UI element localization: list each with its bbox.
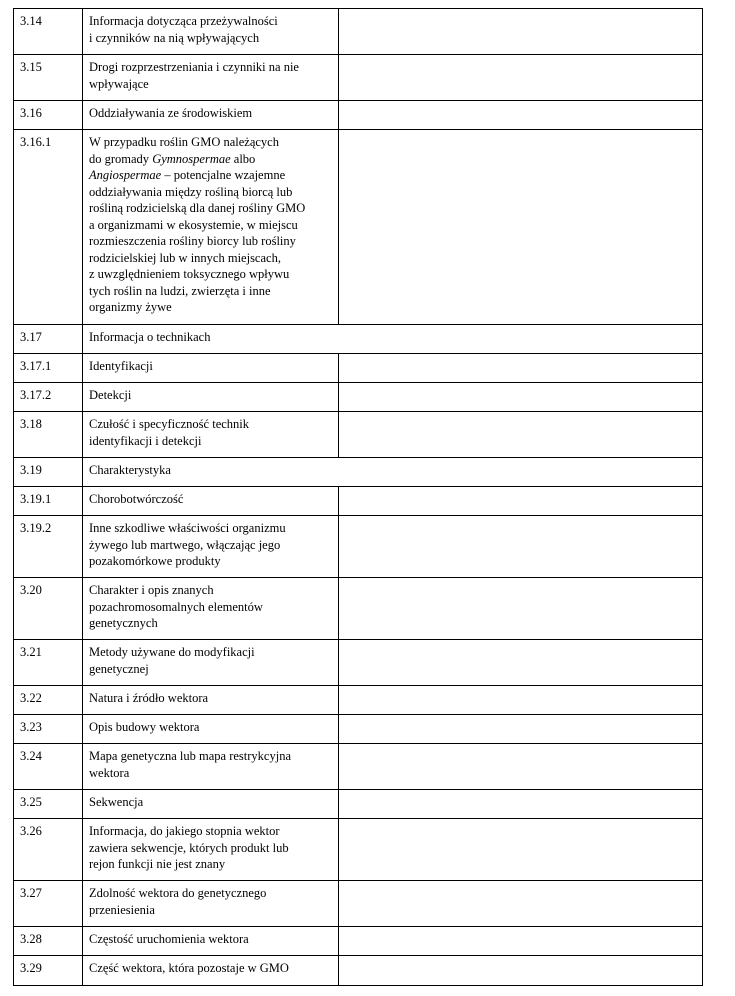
row-answer-field[interactable] — [339, 55, 703, 101]
row-answer-field[interactable] — [339, 412, 703, 458]
description-line: Charakter i opis znanych — [89, 583, 214, 597]
row-answer-field[interactable] — [339, 101, 703, 130]
description-line: rejon funkcji nie jest znany — [89, 857, 226, 871]
description-line: Angiospermae – potencjalne wzajemne — [89, 168, 286, 182]
row-description — [83, 101, 339, 130]
row-number: 3.27 — [14, 881, 83, 927]
row-answer-field[interactable] — [339, 686, 703, 715]
description-line: Mapa genetyczna lub mapa restrykcyjna — [89, 749, 291, 763]
description-line: rośliną rodzicielską dla danej rośliny GMO — [89, 201, 306, 215]
row-answer-field[interactable] — [339, 640, 703, 686]
description-line: pozachromosomalnych elementów — [89, 599, 263, 614]
description-line: organizmy żywe — [89, 300, 172, 314]
row-answer-field[interactable] — [339, 744, 703, 790]
row-description — [83, 412, 339, 458]
description-line: Drogi rozprzestrzeniania i czynniki na nie — [89, 60, 299, 74]
row-answer-field[interactable] — [339, 354, 703, 383]
description-line: zawiera sekwencje, których produkt lub — [89, 840, 289, 855]
description-line: Charakterystyka — [89, 463, 171, 477]
row-description — [83, 458, 703, 487]
description-line: Inne szkodliwe właściwości organizmu — [89, 521, 286, 535]
description-line: pozakomórkowe produkty — [89, 554, 221, 568]
table-row — [14, 487, 703, 516]
table-row — [14, 686, 703, 715]
description-line: Część wektora, która pozostaje w GMO — [89, 961, 289, 975]
description-line: z uwzględnieniem toksycznego wpływu — [89, 267, 290, 281]
row-description — [83, 55, 339, 101]
row-description — [83, 819, 339, 881]
row-answer-field[interactable] — [339, 578, 703, 640]
row-number: 3.20 — [14, 578, 83, 640]
row-number: 3.29 — [14, 956, 83, 986]
row-description — [83, 354, 339, 383]
row-answer-field[interactable] — [339, 383, 703, 412]
row-number: 3.19 — [14, 458, 83, 487]
row-description — [83, 927, 339, 956]
row-answer-field[interactable] — [339, 516, 703, 578]
row-number: 3.19.2 — [14, 516, 83, 578]
table-row — [14, 9, 703, 55]
table-row — [14, 819, 703, 881]
row-answer-field[interactable] — [339, 790, 703, 819]
description-line: Zdolność wektora do genetycznego — [89, 886, 267, 900]
row-description — [83, 715, 339, 744]
row-description — [83, 383, 339, 412]
table-row — [14, 101, 703, 130]
description-line: Informacja o technikach — [89, 330, 211, 344]
description-line: wektora — [89, 765, 130, 780]
row-number: 3.16 — [14, 101, 83, 130]
row-description — [83, 744, 339, 790]
table-row — [14, 881, 703, 927]
table-row — [14, 516, 703, 578]
table-row — [14, 715, 703, 744]
description-line: Natura i źródło wektora — [89, 691, 209, 705]
description-line: Identyfikacji — [89, 359, 153, 373]
row-description — [83, 578, 339, 640]
table-row — [14, 927, 703, 956]
description-line: oddziaływania między rośliną biorcą lub — [89, 184, 293, 199]
row-number: 3.24 — [14, 744, 83, 790]
row-number: 3.17.1 — [14, 354, 83, 383]
row-number: 3.21 — [14, 640, 83, 686]
description-line: Czułość i specyficzność technik — [89, 417, 250, 431]
table-row — [14, 744, 703, 790]
description-line: Detekcji — [89, 388, 132, 402]
row-description — [83, 640, 339, 686]
table-row — [14, 354, 703, 383]
row-number: 3.17 — [14, 325, 83, 354]
description-line: Sekwencja — [89, 795, 144, 809]
row-number: 3.25 — [14, 790, 83, 819]
description-line: Oddziaływania ze środowiskiem — [89, 106, 253, 120]
row-answer-field[interactable] — [339, 927, 703, 956]
table-row — [14, 383, 703, 412]
row-answer-field[interactable] — [339, 881, 703, 927]
row-description — [83, 325, 703, 354]
row-answer-field[interactable] — [339, 9, 703, 55]
row-number: 3.26 — [14, 819, 83, 881]
description-line: i czynników na nią wpływających — [89, 30, 260, 45]
description-line: identyfikacji i detekcji — [89, 433, 202, 448]
table-row — [14, 458, 703, 487]
description-line: Częstość uruchomienia wektora — [89, 932, 249, 946]
table-row — [14, 325, 703, 354]
description-line: rodzicielskiej lub w innych miejscach, — [89, 250, 281, 265]
row-answer-field[interactable] — [339, 487, 703, 516]
row-number: 3.18 — [14, 412, 83, 458]
table-row — [14, 790, 703, 819]
row-answer-field[interactable] — [339, 819, 703, 881]
row-answer-field[interactable] — [339, 130, 703, 325]
row-answer-field[interactable] — [339, 956, 703, 986]
form-table-body — [14, 9, 703, 986]
row-number: 3.23 — [14, 715, 83, 744]
row-description — [83, 790, 339, 819]
table-row — [14, 412, 703, 458]
description-line: Metody używane do modyfikacji — [89, 645, 255, 659]
table-row — [14, 130, 703, 325]
description-line: genetycznej — [89, 661, 149, 676]
row-number: 3.17.2 — [14, 383, 83, 412]
description-line: przeniesienia — [89, 902, 155, 917]
description-line: tych roślin na ludzi, zwierzęta i inne — [89, 283, 271, 298]
description-line: do gromady Gymnospermae albo — [89, 151, 256, 166]
description-line: a organizmami w ekosystemie, w miejscu — [89, 217, 298, 232]
row-number: 3.28 — [14, 927, 83, 956]
description-line: Opis budowy wektora — [89, 720, 200, 734]
description-line: genetycznych — [89, 616, 158, 630]
table-row — [14, 956, 703, 986]
row-description — [83, 686, 339, 715]
row-description — [83, 956, 339, 986]
row-number: 3.15 — [14, 55, 83, 101]
form-table — [13, 8, 703, 986]
row-number: 3.19.1 — [14, 487, 83, 516]
row-description — [83, 9, 339, 55]
description-line: żywego lub martwego, włączając jego — [89, 537, 281, 552]
row-description — [83, 130, 339, 325]
description-line: Informacja dotycząca przeżywalności — [89, 14, 278, 28]
row-description — [83, 487, 339, 516]
table-row — [14, 578, 703, 640]
row-number: 3.22 — [14, 686, 83, 715]
description-line: W przypadku roślin GMO należących — [89, 135, 279, 149]
description-line: Informacja, do jakiego stopnia wektor — [89, 824, 280, 838]
description-line: Chorobotwórczość — [89, 492, 184, 506]
row-number: 3.14 — [14, 9, 83, 55]
row-description — [83, 881, 339, 927]
description-line: wpływające — [89, 76, 149, 91]
table-row — [14, 640, 703, 686]
table-row — [14, 55, 703, 101]
row-description — [83, 516, 339, 578]
row-answer-field[interactable] — [339, 715, 703, 744]
row-number: 3.16.1 — [14, 130, 83, 325]
description-line: rozmieszczenia rośliny biorcy lub rośliny — [89, 234, 296, 248]
